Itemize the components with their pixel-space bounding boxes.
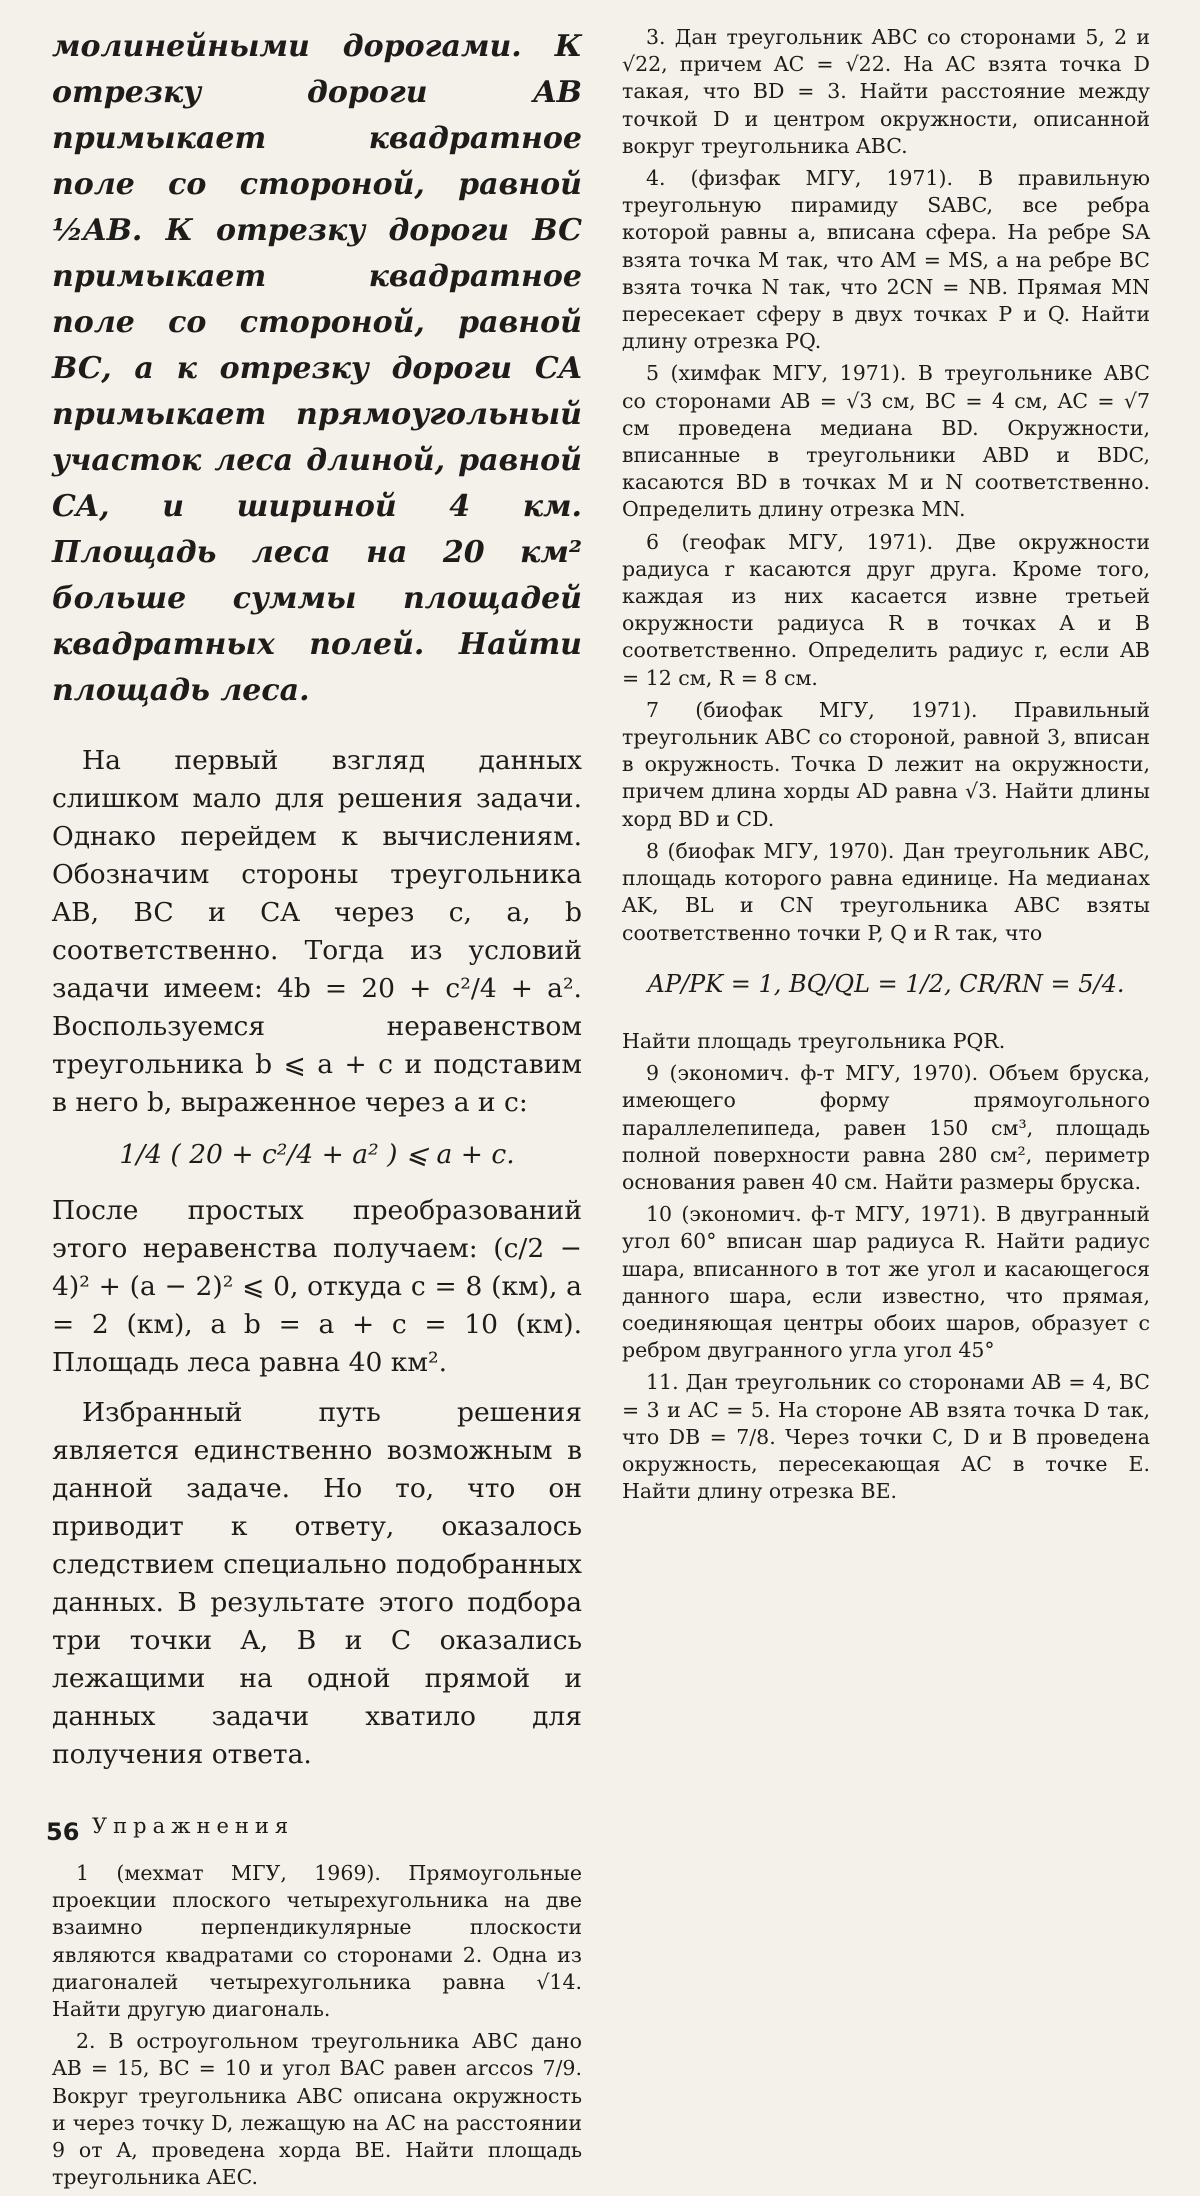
exercise-3: 3. Дан треугольник ABC со сторонами 5, 2 и √22, причем AC = √22. На AC взята точка D такая, что BD = 3. Найти расстояние между точкой D и центром окружности, описанной вокруг треугольника ABC.: [622, 25, 1150, 158]
exercises-heading: Упражнения: [92, 1814, 295, 1838]
solution-paragraph-2: После простых преобразований этого неравенства получаем: (c/2 − 4)² + (a − 2)² ⩽ 0, откуда c = 8 (км), a = 2 (км), a b = a + c = 10 (км). Площадь леса равна 40 км².: [52, 1195, 582, 1378]
solution-text: [52, 742, 582, 1774]
right-column: [622, 24, 1150, 1510]
solution-paragraph-3: Избранный путь решения является единственно возможным в данной задаче. Но то, что он приводит к ответу, оказалось следствием специально подобранных данных. В результате этого подбора три точки A, B и C оказались лежащими на одной прямой и данных задачи хватило для получения ответа.: [52, 1397, 582, 1770]
exercise-8-formula: AP/PK = 1, BQ/QL = 1/2, CR/RN = 5/4.: [647, 969, 1125, 998]
inequality-formula: 1/4 ( 20 + c²/4 + a² ) ⩽ a + c.: [119, 1139, 515, 1170]
problem-statement: молинейными дорогами. К отрезку дороги AB примыкает квадратное поле со стороной, равной ½AB. К отрезку дороги BC примыкает квадратное поле со стороной, равной BC, а к отрезку дороги CA примыкает прямоугольный участок леса длиной, равной CA, и шириной 4 км. Площадь леса на 20 км² больше суммы площадей квадратных полей. Найти площадь леса.: [52, 29, 582, 708]
exercise-7: 7 (биофак МГУ, 1971). Правильный треугольник ABC со стороной, равной 3, вписан в окружность. Точка D лежит на окружности, причем длина хорды AD равна √3. Найти длины хорд BD и CD.: [622, 697, 1150, 831]
exercise-2: 2. В остроугольном треугольника ABC дано AB = 15, BC = 10 и угол BAC равен arccos 7/9. Вокруг треугольника ABC описана окружность и через точку D, лежащую на AC на расстоянии 9 от A, проведена хорда BE. Найти площадь треугольника AEC.: [52, 2029, 582, 2190]
page-number: 56: [46, 1818, 80, 1846]
solution-paragraph-1: На первый взгляд данных слишком мало для решения задачи. Однако перейдем к вычислениям. Обозначим стороны треугольника AB, BC и CA через c, a, b соответственно. Тогда из условий задачи имеем: 4b = 20 + c²/4 + a². Воспользуемся неравенством треугольника b ⩽ a + c и подставим в него b, выраженное через a и c:: [52, 745, 582, 1118]
exercise-8-question: Найти площадь треугольника PQR.: [622, 1028, 1006, 1053]
exercises-right: [622, 24, 1150, 1505]
exercise-8: 8 (биофак МГУ, 1970). Дан треугольник ABC, площадь которого равна единице. На медианах AK, BL и CN треугольника ABC взяты соответственно точки P, Q и R так, что: [622, 838, 1150, 945]
exercise-5: 5 (химфак МГУ, 1971). В треугольнике ABC со сторонами AB = √3 см, BC = 4 см, AC = √7 см проведена медиана BD. Окружности, вписанные в треугольники ABD и BDC, касаются BD в точках M и N соответственно. Определить длину отрезка MN.: [622, 361, 1150, 522]
exercise-11: 11. Дан треугольник со сторонами AB = 4, BC = 3 и AC = 5. На стороне AB взята точка D так, что DB = 7/8. Через точки C, D и B проведена окружность, пересекающая AC в точке E. Найти длину отрезка BE.: [622, 1370, 1150, 1504]
exercise-4: 4. (физфак МГУ, 1971). В правильную треугольную пирамиду SABC, все ребра которой равны a, вписана сфера. На ребре SA взята точка M так, что AM = MS, а на ребре BC взята точка N так, что 2CN = NB. Прямая MN пересекает сферу в двух точках P и Q. Найти длину отрезка PQ.: [622, 166, 1150, 354]
exercise-10: 10 (экономич. ф-т МГУ, 1971). В двугранный угол 60° вписан шар радиуса R. Найти радиус шара, вписанного в тот же угол и касающегося данного шара, если известно, что прямая, соединяющая центры обоих шаров, образует с ребром двугранного угла угол 45°: [622, 1202, 1150, 1363]
exercise-1: 1 (мехмат МГУ, 1969). Прямоугольные проекции плоского четырехугольника на две взаимно перпендикулярные плоскости являются квадратами со сторонами 2. Одна из диагоналей четырехугольника равна √14. Найти другую диагональ.: [52, 1861, 582, 2022]
exercises-left: [52, 1860, 582, 2191]
exercise-6: 6 (геофак МГУ, 1971). Две окружности радиуса r касаются друг друга. Кроме того, каждая из них касается извне третьей окружности радиуса R в точках A и B соответственно. Определить радиус r, если AB = 12 см, R = 8 см.: [622, 529, 1150, 690]
exercise-9: 9 (экономич. ф-т МГУ, 1970). Объем бруска, имеющего форму прямоугольного параллелепипеда, равен 150 см³, площадь полной поверхности равна 280 см², периметр основания равен 40 см. Найти размеры бруска.: [622, 1061, 1150, 1194]
left-column: [52, 24, 582, 2196]
